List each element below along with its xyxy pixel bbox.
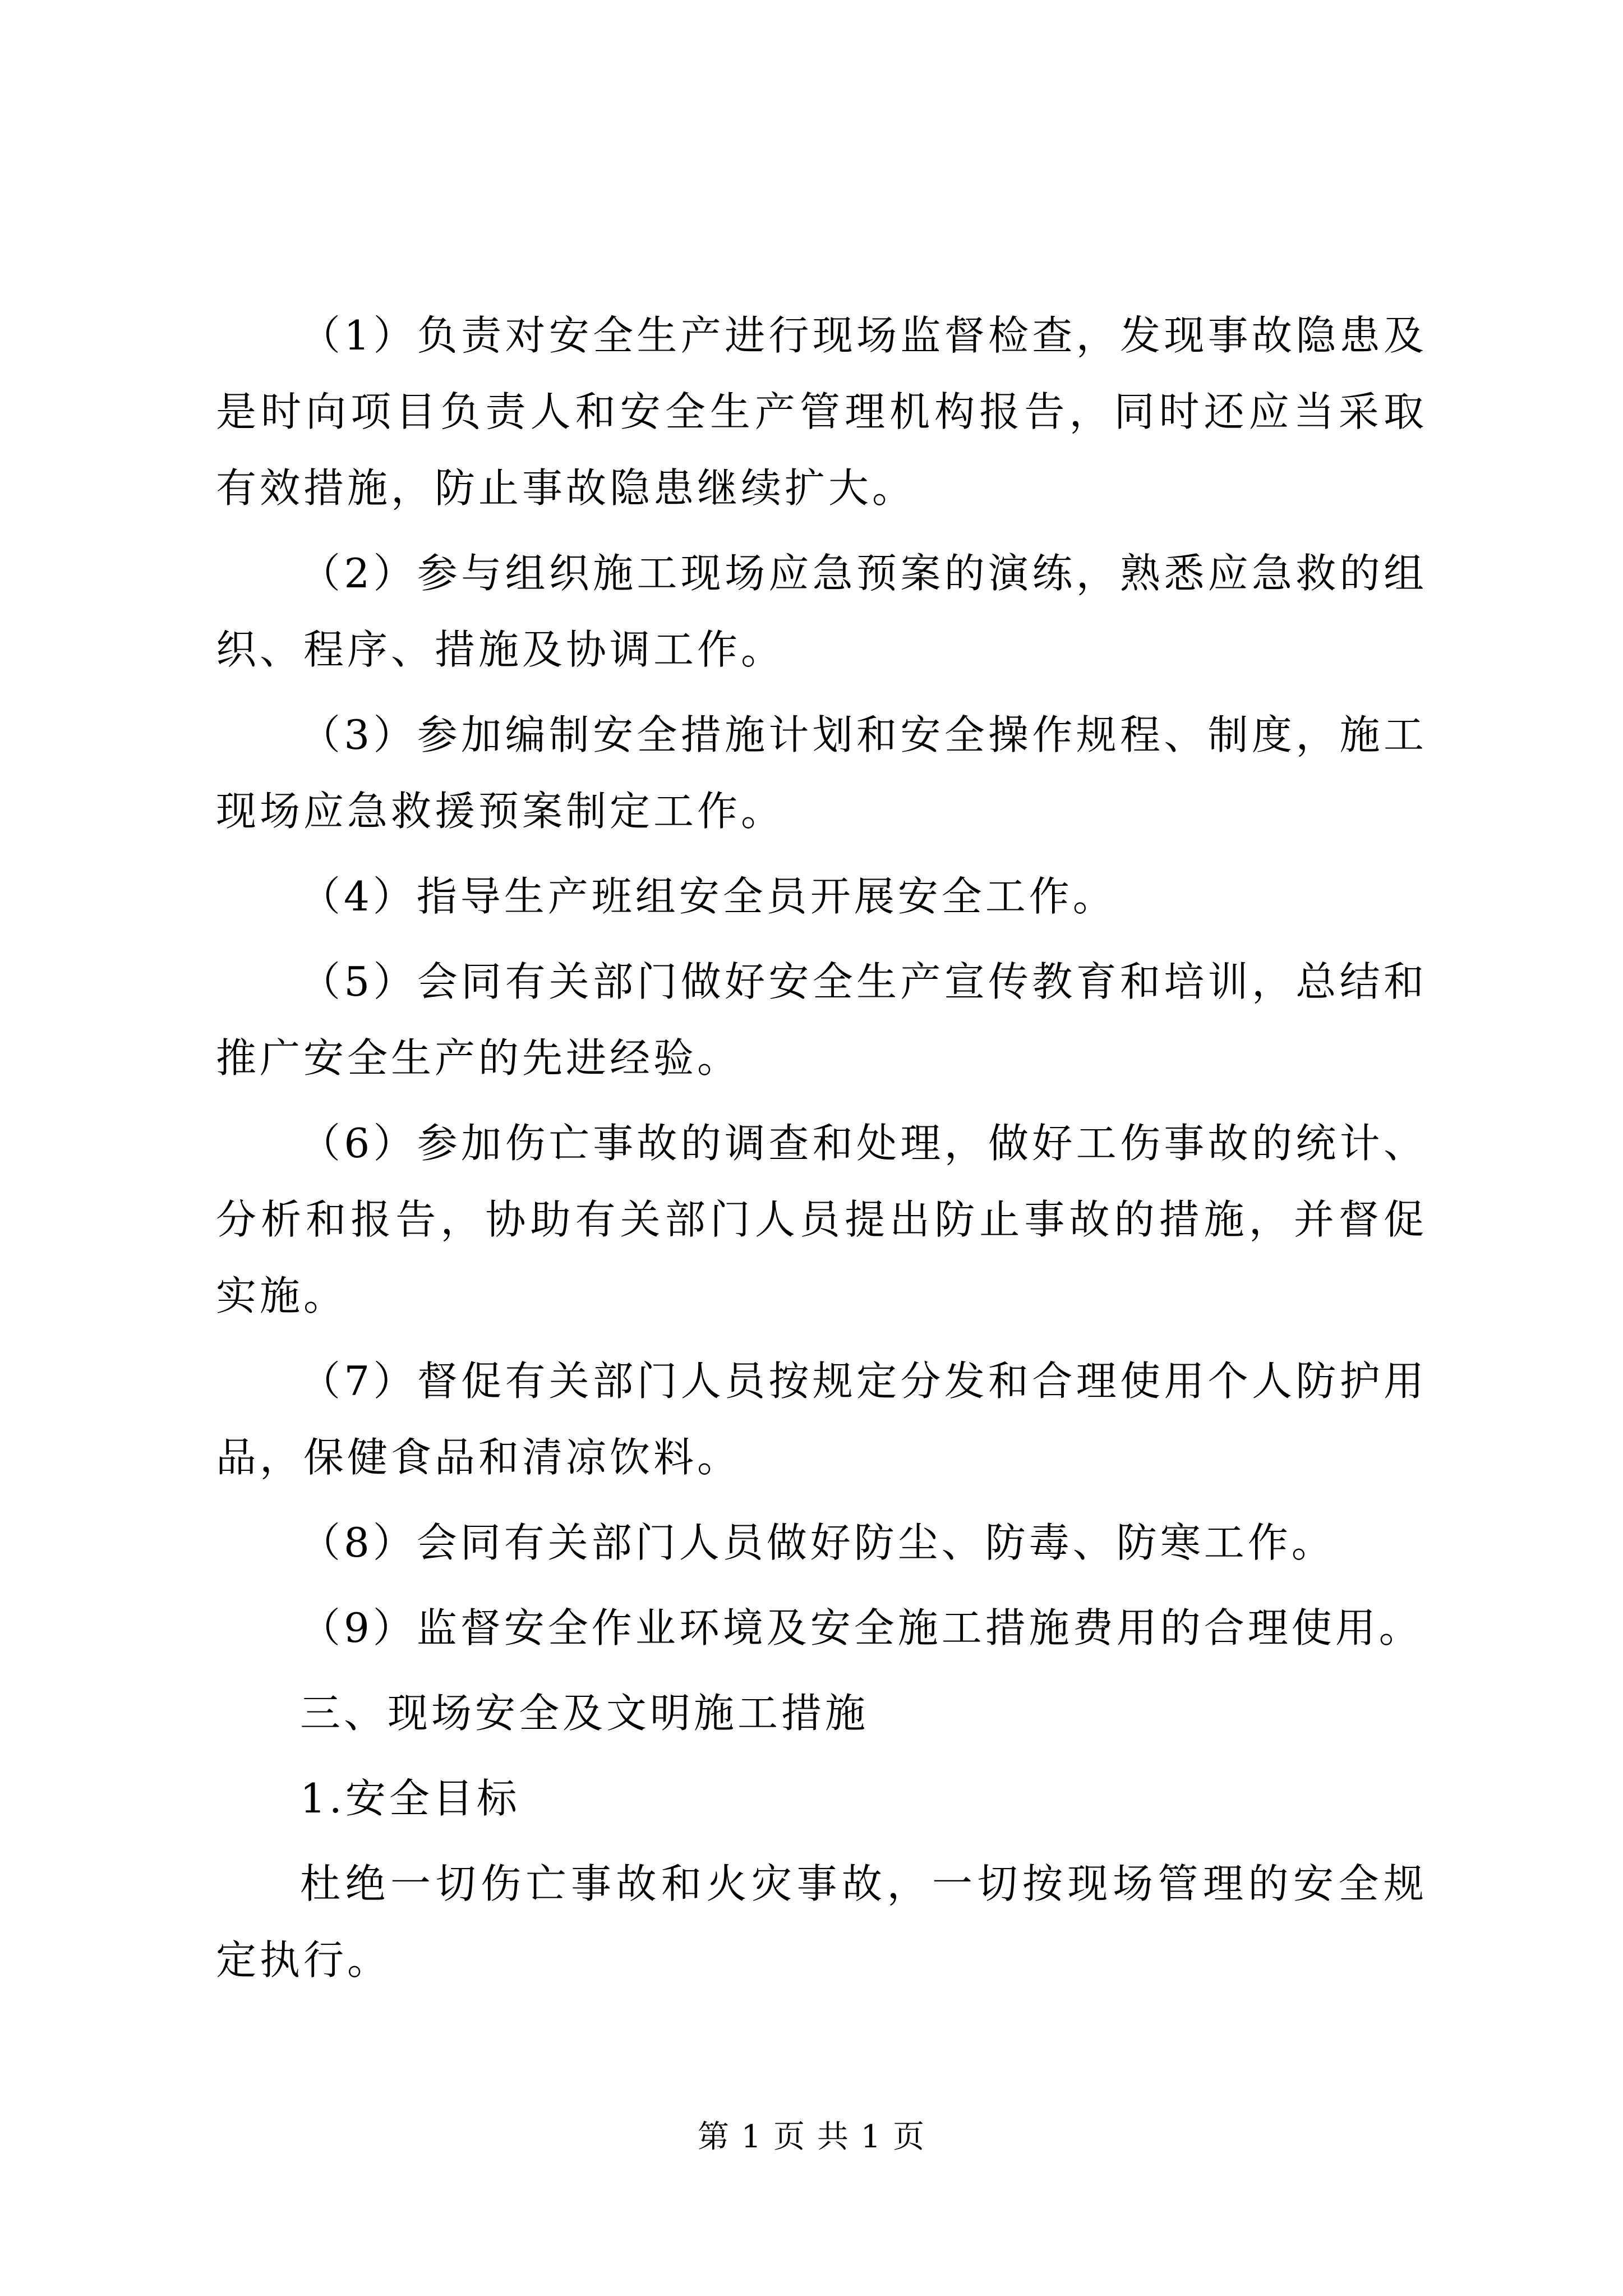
page-footer: 第 1 页 共 1 页	[697, 2119, 926, 2155]
subsection-heading: 1.安全目标	[300, 1775, 520, 1822]
section-heading: 三、现场安全及文明施工措施	[300, 1690, 869, 1737]
paragraph-4: （4）指导生产班组安全员开展安全工作。	[300, 873, 1117, 920]
paragraph-8: （8）会同有关部门人员做好防尘、防毒、防寒工作。	[300, 1519, 1335, 1566]
paragraph-2: （2）参与组织施工现场应急预案的演练，熟悉应急救的组织、程序、措施及协调工作。	[216, 550, 1427, 673]
document-body	[216, 297, 1427, 2007]
paragraph-6: （6）参加伤亡事故的调查和处理，做好工伤事故的统计、分析和报告，协助有关部门人员提出防止事故的措施，并督促实施。	[216, 1120, 1427, 1319]
paragraph-7: （7）督促有关部门人员按规定分发和合理使用个人防护用品，保健食品和清凉饮料。	[216, 1358, 1427, 1481]
paragraph-3: （3）参加编制安全措施计划和安全操作规程、制度，施工现场应急救援预案制定工作。	[216, 711, 1427, 835]
paragraph-5: （5）会同有关部门做好安全生产宣传教育和培训，总结和推广安全生产的先进经验。	[216, 958, 1427, 1082]
paragraph-1: （1）负责对安全生产进行现场监督检查，发现事故隐患及是时向项目负责人和安全生产管理机构报告，同时还应当采取有效措施，防止事故隐患继续扩大。	[216, 312, 1427, 512]
paragraph-9: （9）监督安全作业环境及安全施工措施费用的合理使用。	[300, 1604, 1423, 1651]
paragraph-safety-goal: 杜绝一切伤亡事故和火灾事故，一切按现场管理的安全规定执行。	[216, 1860, 1427, 1984]
